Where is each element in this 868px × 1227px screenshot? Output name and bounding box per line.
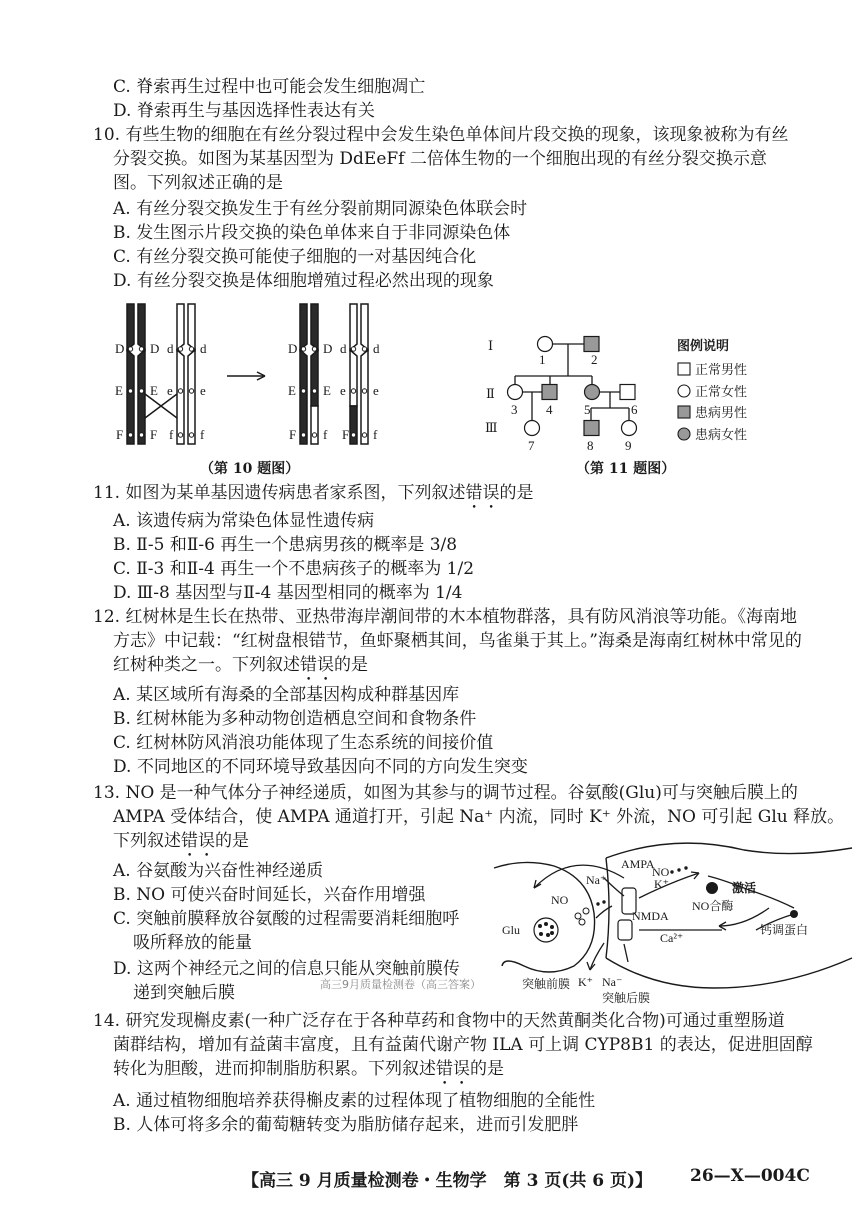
q9-option-c: C. 脊索再生过程中也可能会发生细胞凋亡 bbox=[113, 77, 426, 97]
nmda-label: NMDA bbox=[632, 909, 669, 923]
gene-label: e bbox=[373, 383, 379, 398]
individual-number: 4 bbox=[546, 402, 553, 417]
q13-option-d-line2: 递到突触后膜 bbox=[133, 983, 235, 1003]
q10-option-d: D. 有丝分裂交换是体细胞增殖过程必然出现的现象 bbox=[113, 271, 494, 291]
gene-label: d bbox=[340, 341, 347, 356]
q14-stem-line2: 菌群结构，增加有益菌丰富度，且有益菌代谢产物 ILA 可上调 CYP8B1 的表达，促进胆固醇 bbox=[113, 1035, 813, 1055]
q11-stem: 11. 如图为某单基因遗传病患者家系图，下列叙述错误的是 bbox=[93, 483, 534, 503]
q13-option-a: A. 谷氨酸为兴奋性神经递质 bbox=[113, 861, 324, 881]
q12-option-b: B. 红树林能为多种动物创造栖息空间和食物条件 bbox=[113, 709, 477, 729]
page-footer-title: 【高三 9 月质量检测卷・生物学 第 3 页(共 6 页)】 bbox=[242, 1171, 653, 1191]
q11-pedigree-figure bbox=[480, 326, 780, 458]
individual-number: 7 bbox=[528, 438, 535, 453]
q12-stem-line3: 红树种类之一。下列叙述错误的是 bbox=[113, 655, 368, 675]
sodium-ion-label: Na⁻ bbox=[602, 975, 623, 989]
q11-option-a: A. 该遗传病为常染色体显性遗传病 bbox=[113, 511, 375, 531]
glu-label: Glu bbox=[502, 923, 520, 937]
q12-stem-line1: 12. 红树林是生长在热带、亚热带海岸潮间带的木本植物群落，具有防风消浪等功能。《海南地 bbox=[93, 607, 797, 627]
legend-item: 正常女性 bbox=[695, 384, 748, 399]
q10-stem-line1: 10. 有些生物的细胞在有丝分裂过程中会发生染色单体间片段交换的现象，该现象被称为有丝 bbox=[93, 125, 789, 145]
q10-option-c: C. 有丝分裂交换可能使子细胞的一对基因纯合化 bbox=[113, 247, 477, 267]
q12-option-d: D. 不同地区的不同环境导致基因向不同的方向发生突变 bbox=[113, 757, 528, 777]
pedigree-affected-male bbox=[542, 385, 557, 400]
legend-normal-male-icon bbox=[678, 363, 690, 375]
gene-label: E bbox=[115, 383, 123, 398]
individual-number: 1 bbox=[539, 352, 546, 367]
legend-normal-female-icon bbox=[678, 385, 690, 397]
pedigree-normal-female bbox=[538, 337, 553, 352]
generation-label: Ⅱ bbox=[486, 386, 495, 401]
q13-option-b: B. NO 可使兴奋时间延长，兴奋作用增强 bbox=[113, 885, 426, 905]
gene-label: E bbox=[150, 383, 158, 398]
gene-label: f bbox=[169, 427, 174, 442]
pedigree-normal-male bbox=[620, 385, 635, 400]
q12-option-c: C. 红树林防风消浪功能体现了生态系统的间接价值 bbox=[113, 733, 494, 753]
ampa-label: AMPA bbox=[621, 857, 655, 871]
gene-label: D bbox=[150, 341, 160, 356]
gene-label: D bbox=[288, 341, 298, 356]
q13-stem-line2: AMPA 受体结合，使 AMPA 通道打开，引起 Na⁺ 内流，同时 K⁺ 外流，NO 可引起 Glu 释放。 bbox=[113, 807, 845, 827]
pedigree-affected-male bbox=[584, 421, 599, 436]
q11-figure-caption: （第 11 题图） bbox=[576, 461, 676, 477]
q13-stem-line3: 下列叙述错误的是 bbox=[113, 831, 249, 851]
generation-label: Ⅲ bbox=[485, 420, 498, 435]
gene-label: D bbox=[323, 341, 333, 356]
gene-label: F bbox=[342, 427, 350, 442]
activate-label: 激活 bbox=[732, 881, 757, 895]
q12-option-a: A. 某区域所有海桑的全部基因构成种群基因库 bbox=[113, 685, 460, 705]
q11-option-b: B. Ⅱ-5 和Ⅱ-6 再生一个患病男孩的概率是 3/8 bbox=[113, 535, 458, 555]
gene-label: E bbox=[288, 383, 296, 398]
legend-affected-male-icon bbox=[678, 406, 690, 418]
presynaptic-membrane-label: 突触前膜 bbox=[522, 977, 571, 991]
gene-label: F bbox=[150, 427, 158, 442]
q9-option-d: D. 脊索再生与基因选择性表达有关 bbox=[113, 101, 375, 121]
pedigree-affected-male bbox=[584, 337, 599, 352]
gene-label: f bbox=[373, 427, 378, 442]
q13-synapse-figure bbox=[494, 838, 854, 1006]
page-footer-code: 26—X—004C bbox=[690, 1166, 810, 1186]
q11-option-d: D. Ⅲ-8 基因型与Ⅱ-4 基因型相同的概率为 1/4 bbox=[113, 583, 463, 603]
pedigree-affected-female bbox=[585, 385, 600, 400]
q10-chromosome-figure bbox=[105, 296, 435, 456]
gene-label: e bbox=[167, 383, 173, 398]
gene-label: f bbox=[323, 427, 328, 442]
q14-option-b: B. 人体可将多余的葡萄糖转变为脂肪储存起来，进而引发肥胖 bbox=[113, 1115, 579, 1135]
q10-option-a: A. 有丝分裂交换发生于有丝分裂前期同源染色体联会时 bbox=[113, 199, 528, 219]
q14-option-a: A. 通过植物细胞培养获得槲皮素的过程体现了植物细胞的全能性 bbox=[113, 1091, 596, 1111]
nos-label: NO合酶 bbox=[692, 899, 734, 913]
potassium-ion-label: K⁺ bbox=[578, 975, 593, 989]
gene-label: e bbox=[340, 383, 346, 398]
q14-stem-line3: 转化为胆酸，进而抑制脂肪积累。下列叙述错误的是 bbox=[113, 1059, 504, 1079]
calmodulin-label: 钙调蛋白 bbox=[760, 923, 809, 937]
individual-number: 9 bbox=[625, 438, 632, 453]
legend-item: 正常男性 bbox=[695, 362, 748, 377]
gene-label: d bbox=[167, 341, 174, 356]
potassium-ion-label: K⁺ bbox=[654, 877, 669, 891]
individual-number: 8 bbox=[587, 438, 594, 453]
q13-option-c-line1: C. 突触前膜释放谷氨酸的过程需要消耗细胞呼 bbox=[113, 909, 460, 929]
q13-option-c-line2: 吸所释放的能量 bbox=[133, 933, 252, 953]
pedigree-normal-female bbox=[525, 421, 540, 436]
q12-stem-line2: 方志》中记载：“红树盘根错节，鱼虾聚栖其间，鸟雀巢于其上。”海桑是海南红树林中常见的 bbox=[113, 631, 802, 651]
legend-title: 图例说明 bbox=[677, 338, 730, 353]
individual-number: 3 bbox=[511, 402, 518, 417]
q13-stem-line1: 13. NO 是一种气体分子神经递质，如图为其参与的调节过程。谷氨酸(Glu)可与突触后膜上的 bbox=[93, 783, 798, 803]
q11-option-c: C. Ⅱ-3 和Ⅱ-4 再生一个不患病孩子的概率为 1/2 bbox=[113, 559, 475, 579]
gene-label: F bbox=[289, 427, 297, 442]
q14-stem-line1: 14. 研究发现槲皮素(一种广泛存在于各种草药和食物中的天然黄酮类化合物)可通过重塑肠道 bbox=[93, 1011, 785, 1031]
gene-label: e bbox=[200, 383, 206, 398]
gene-label: D bbox=[115, 341, 125, 356]
legend-item: 患病女性 bbox=[695, 427, 748, 442]
q10-figure-caption: （第 10 题图） bbox=[200, 461, 300, 477]
gene-label: d bbox=[373, 341, 380, 356]
legend-item: 患病男性 bbox=[695, 405, 748, 420]
individual-number: 6 bbox=[631, 402, 638, 417]
individual-number: 5 bbox=[584, 402, 591, 417]
individual-number: 2 bbox=[591, 352, 598, 367]
legend-affected-female-icon bbox=[678, 428, 690, 440]
watermark: 高三9月质量检测卷（高三答案） bbox=[320, 978, 481, 991]
gene-label: d bbox=[200, 341, 207, 356]
postsynaptic-membrane-label: 突触后膜 bbox=[602, 991, 651, 1005]
no-label: NO bbox=[652, 865, 670, 879]
q10-stem-line3: 图。下列叙述正确的是 bbox=[113, 173, 283, 193]
pedigree-normal-female bbox=[622, 421, 637, 436]
gene-label: F bbox=[116, 427, 124, 442]
no-label: NO bbox=[551, 893, 569, 907]
gene-label: f bbox=[200, 427, 205, 442]
sodium-ion-label: Na⁺ bbox=[586, 873, 607, 887]
q10-option-b: B. 发生图示片段交换的染色单体来自于非同源染色体 bbox=[113, 223, 511, 243]
q10-stem-line2: 分裂交换。如图为某基因型为 DdEeFf 二倍体生物的一个细胞出现的有丝分裂交换示意 bbox=[113, 149, 767, 169]
pedigree-normal-female bbox=[508, 385, 523, 400]
q13-option-d-line1: D. 这两个神经元之间的信息只能从突触前膜传 bbox=[113, 959, 460, 979]
generation-label: Ⅰ bbox=[488, 338, 494, 353]
calcium-ion-label: Ca²⁺ bbox=[660, 931, 684, 945]
gene-label: E bbox=[323, 383, 331, 398]
